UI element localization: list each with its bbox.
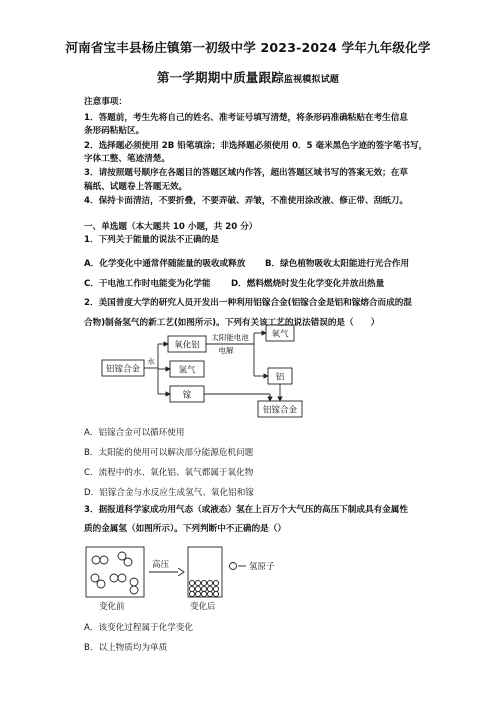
exam-title-sub: 监视模拟试题 (283, 75, 340, 85)
note-line: 1．答题前，考生先将自己的姓名、准考证号填写清楚，将条形码准确粘贴在考生信息 (84, 113, 408, 123)
note-line: 稿纸、试题卷上答题无效。 (84, 182, 188, 192)
note-line: 4．保持卡面清洁，不要折叠，不要弄破、弄皱，不准使用涂改液、修正带、刮纸刀。 (84, 196, 408, 206)
water-label: 水 (147, 357, 155, 366)
q2-stem-line1: 2．美国普度大学的研究人员开发出一种利用铝镓合金(铝镓合金是铝和镓熔合而成的混 (84, 298, 412, 308)
before-container (86, 547, 144, 597)
gallium-label: 镓 (182, 390, 192, 401)
q3-stem-line2: 质的金属氢（如图所示）。下列判断中不正确的是（） (84, 524, 286, 534)
q1-option-b: B．绿色植物吸收太阳能进行光合作用 (265, 259, 410, 269)
alloy-right-label: 铝镓合金 (262, 405, 298, 416)
q2-option-b: B．太阳能的使用可以解决部分能源危机问题 (84, 448, 254, 458)
q1-option-c: C．干电池工作时电能变为化学能 (84, 279, 211, 289)
aluminum-label: 铝 (275, 372, 285, 383)
q3-stem-line1: 3．据报道科学家成功用气态（或液态）氢在上百万个大气压的高压下制成具有金属性 (84, 505, 408, 515)
after-label: 变化后 (190, 602, 216, 612)
exam-title-main: 第一学期期中质量跟踪 (156, 70, 284, 85)
hydrogen-label: 氢气 (178, 365, 196, 376)
before-molecules (91, 552, 138, 594)
alloy-left-label: 铝镓合金 (105, 364, 141, 375)
note-line: 字体工整、笔迹清楚。 (84, 154, 170, 164)
q3-option-b: B．以上物质均为单质 (84, 643, 168, 653)
q1-stem: 1．下列关于能量的说法不正确的是 (84, 235, 219, 245)
q3-option-a: A．该变化过程属于化学变化 (84, 623, 194, 633)
after-container (188, 547, 222, 597)
electrolysis-label: 电解 (218, 346, 234, 355)
pressure-arrow-head (178, 568, 184, 576)
note-line: 3．请按照题号顺序在各题目的答题区域内作答，超出答题区域书写的答案无效；在草 (84, 168, 408, 178)
q2-option-a: A．铝镓合金可以循环使用 (84, 428, 185, 438)
before-label: 变化前 (99, 602, 125, 612)
q2-option-c: C．流程中的水、氧化铝、氧气都属于氧化物 (84, 468, 254, 478)
section-heading: 一、单选题（本大题共 10 小题，共 20 分） (84, 222, 258, 232)
q2-option-d: D．铝镓合金与水反应生成氢气、氧化铝和镓 (84, 488, 254, 498)
hydrogen-atom-legend-icon (230, 563, 237, 570)
after-atoms (189, 580, 218, 596)
q2-stem-line2: 合物)制备氢气的新工艺(如图所示)。下列有关该工艺的说法错误的是（ ） (84, 318, 380, 328)
oxygen-label: 氧气 (271, 329, 289, 340)
note-line: 条形码粘贴区。 (84, 126, 145, 136)
solar-cell-label: 太阳能电池 (211, 333, 249, 342)
alumina-label: 氧化铝 (174, 340, 200, 351)
hydrogen-atom-label: 氢原子 (249, 562, 275, 572)
q1-option-a: A．化学变化中通常伴随能量的吸收或释放 (84, 259, 246, 269)
pressure-label: 高压 (152, 560, 170, 570)
note-line: 2．选择题必须使用 2B 铅笔填涂；非选择题必须使用 0．5 毫米黑色字迹的签字笔书写， (84, 141, 428, 151)
exam-title-line1: 河南省宝丰县杨庄镇第一初级中学 2023-2024 学年九年级化学 (65, 40, 431, 55)
q1-option-d: D．燃料燃烧时发生化学变化并放出热量 (231, 279, 385, 289)
notes-heading: 注意事项： (84, 97, 127, 107)
